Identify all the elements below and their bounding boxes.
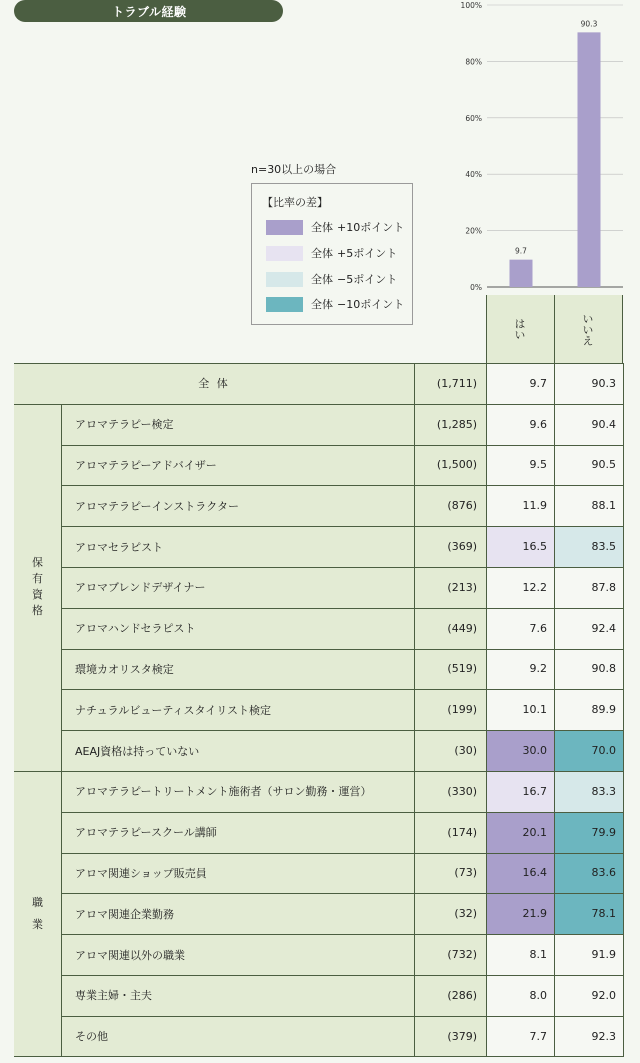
row-value-no: 78.1 <box>554 893 623 934</box>
row-n: (1,285) <box>414 404 486 445</box>
legend-label: 全体 <box>311 298 333 311</box>
row-value-no: 92.3 <box>554 1016 623 1057</box>
y-tick-label: 100% <box>460 1 482 10</box>
row-value-yes: 7.6 <box>486 608 554 649</box>
row-label: 専業主婦・主夫 <box>61 975 414 1016</box>
grid-line <box>486 295 487 363</box>
row-label: アロマハンドセラピスト <box>61 608 414 649</box>
row-label: アロマテラピートリートメント施術者（サロン勤務・運営） <box>61 771 414 812</box>
table-top-border <box>14 363 623 364</box>
total-label: 全 体 <box>14 363 414 404</box>
legend-label: 全体 <box>311 221 333 234</box>
group-label-char: 保 <box>32 556 43 570</box>
row-value-yes: 11.9 <box>486 485 554 526</box>
col-line <box>486 363 487 1057</box>
legend-item-plus5 <box>266 245 397 261</box>
row-n: (732) <box>414 934 486 975</box>
y-tick-label: 80% <box>465 57 482 67</box>
group-label-char: 有 <box>32 572 43 586</box>
row-value-yes: 10.1 <box>486 689 554 730</box>
row-value-yes: 21.9 <box>486 893 554 934</box>
row-value-yes: 12.2 <box>486 567 554 608</box>
row-value-yes: 30.0 <box>486 730 554 771</box>
row-line <box>61 689 623 690</box>
legend-text: −5ポイント <box>337 273 398 286</box>
legend-item-minus10 <box>266 296 404 312</box>
col-line <box>414 363 415 1057</box>
row-value-yes: 9.5 <box>486 445 554 486</box>
row-line <box>61 893 623 894</box>
column-header-no: いいえ <box>581 312 594 346</box>
row-line <box>61 445 623 446</box>
col-line <box>554 363 555 1057</box>
bar-data-label: 90.3 <box>580 19 598 29</box>
row-line <box>61 812 623 813</box>
bar-data-label: 9.7 <box>515 246 527 256</box>
row-value-yes: 8.0 <box>486 975 554 1016</box>
row-n: (1,500) <box>414 445 486 486</box>
legend <box>251 183 413 325</box>
row-n: (174) <box>414 812 486 853</box>
row-line <box>61 526 623 527</box>
legend-text: +5ポイント <box>337 247 398 260</box>
grid-line <box>554 295 555 363</box>
row-label: アロマ関連ショップ販売員 <box>61 853 414 894</box>
row-label: アロマ関連企業勤務 <box>61 893 414 934</box>
row-label: アロマテラピー検定 <box>61 404 414 445</box>
row-value-no: 83.3 <box>554 771 623 812</box>
group-label-char: 資 <box>32 588 43 602</box>
row-value-no: 83.6 <box>554 853 623 894</box>
row-value-yes: 16.5 <box>486 526 554 567</box>
row-n: (449) <box>414 608 486 649</box>
row-value-no: 89.9 <box>554 689 623 730</box>
col-line <box>623 363 624 1057</box>
grid-line <box>14 404 623 405</box>
group-label-char: 職 <box>32 895 43 909</box>
row-n: (73) <box>414 853 486 894</box>
row-line <box>61 853 623 854</box>
total-value-1: 90.3 <box>554 363 623 404</box>
row-value-no: 92.0 <box>554 975 623 1016</box>
legend-swatch-plus5 <box>266 246 303 261</box>
row-label: アロマ関連以外の職業 <box>61 934 414 975</box>
row-line <box>61 975 623 976</box>
legend-swatch-plus10 <box>266 220 303 235</box>
row-value-yes: 7.7 <box>486 1016 554 1057</box>
row-value-no: 79.9 <box>554 812 623 853</box>
row-line <box>61 608 623 609</box>
bar-no <box>578 32 601 287</box>
row-value-no: 87.8 <box>554 567 623 608</box>
row-n: (199) <box>414 689 486 730</box>
y-tick-label: 60% <box>465 113 482 123</box>
legend-swatch-minus10 <box>266 297 303 312</box>
row-n: (369) <box>414 526 486 567</box>
row-value-no: 70.0 <box>554 730 623 771</box>
column-header-yes: はい <box>513 318 526 340</box>
row-n: (330) <box>414 771 486 812</box>
row-line <box>61 567 623 568</box>
col-line <box>61 404 62 1057</box>
grid-line <box>622 295 623 363</box>
row-label: その他 <box>61 1016 414 1057</box>
row-label: 環境カオリスタ検定 <box>61 649 414 690</box>
row-n: (286) <box>414 975 486 1016</box>
group-label <box>14 404 61 771</box>
chart-title: トラブル経験 <box>112 4 187 19</box>
row-label: アロマテラピーインストラクター <box>61 485 414 526</box>
row-n: (876) <box>414 485 486 526</box>
row-value-yes: 16.4 <box>486 853 554 894</box>
legend-swatch-minus5 <box>266 272 303 287</box>
y-tick-label: 0% <box>470 283 482 292</box>
y-tick-label: 20% <box>465 226 482 236</box>
row-value-no: 92.4 <box>554 608 623 649</box>
row-n: (519) <box>414 649 486 690</box>
legend-item-minus5 <box>266 271 397 287</box>
total-value-0: 9.7 <box>486 363 554 404</box>
row-line <box>61 485 623 486</box>
total-n: (1,711) <box>414 363 486 404</box>
row-value-no: 83.5 <box>554 526 623 567</box>
row-value-no: 91.9 <box>554 934 623 975</box>
row-value-yes: 9.2 <box>486 649 554 690</box>
row-label: アロマブレンドデザイナー <box>61 567 414 608</box>
group-label-char: 格 <box>32 604 43 618</box>
legend-label: 全体 <box>311 247 333 260</box>
y-tick-label: 40% <box>465 170 482 180</box>
row-line <box>61 1016 623 1017</box>
row-value-yes: 9.6 <box>486 404 554 445</box>
sample-note: n=30以上の場合 <box>251 163 337 176</box>
row-value-yes: 20.1 <box>486 812 554 853</box>
row-n: (213) <box>414 567 486 608</box>
legend-text: +10ポイント <box>337 221 405 234</box>
row-label: アロマセラピスト <box>61 526 414 567</box>
row-n: (379) <box>414 1016 486 1057</box>
row-label: アロマテラピースクール講師 <box>61 812 414 853</box>
bar-yes <box>510 260 533 287</box>
row-line <box>61 730 623 731</box>
legend-title: 【比率の差】 <box>262 196 328 209</box>
row-value-no: 90.8 <box>554 649 623 690</box>
legend-item-plus10 <box>266 219 404 235</box>
row-n: (32) <box>414 893 486 934</box>
group-label-char: 業 <box>32 917 43 931</box>
row-label: アロマテラピーアドバイザー <box>61 445 414 486</box>
group-separator <box>14 771 623 772</box>
row-value-no: 90.4 <box>554 404 623 445</box>
row-line <box>61 934 623 935</box>
row-line <box>61 649 623 650</box>
row-value-no: 90.5 <box>554 445 623 486</box>
row-n: (30) <box>414 730 486 771</box>
row-value-yes: 16.7 <box>486 771 554 812</box>
row-value-yes: 8.1 <box>486 934 554 975</box>
legend-label: 全体 <box>311 273 333 286</box>
group-label <box>14 771 61 1057</box>
row-value-no: 88.1 <box>554 485 623 526</box>
table-bottom-border <box>14 1056 623 1057</box>
row-label: AEAJ資格は持っていない <box>61 730 414 771</box>
data-table <box>14 363 623 1057</box>
legend-text: −10ポイント <box>337 298 405 311</box>
row-label: ナチュラルビューティスタイリスト検定 <box>61 689 414 730</box>
